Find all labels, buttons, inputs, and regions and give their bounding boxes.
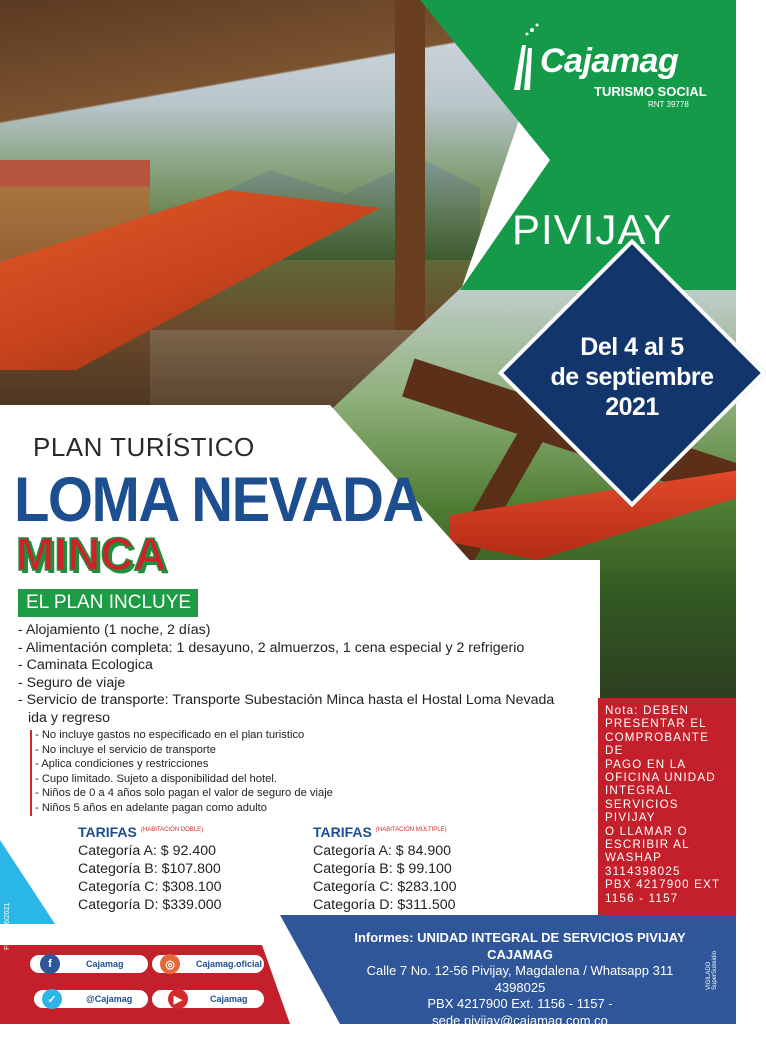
facebook-icon: f [40,954,60,974]
brand-rnt: RNT 39778 [648,100,689,109]
payment-note-box [598,698,736,918]
tarifa-row: Categoría B: $107.800 [78,861,221,877]
twitter-link[interactable] [34,990,148,1008]
list-item: - Niños de 0 a 4 años solo pagan el valor de seguro de viaje [35,787,333,800]
exclusions-bar [30,730,32,816]
date-line-1: Del 4 al 5 [580,333,684,361]
tarifa-row: Categoría D: $311.500 [313,897,456,913]
footer-pbx-email: PBX 4217900 Ext. 1156 - 1157 - sede.pivijay@cajamag.com.co [427,996,613,1028]
brand-name: Cajamag [540,42,679,80]
tarifa-row: Categoría B: $ 99.100 [313,861,452,877]
list-item: - Aplica condiciones y restricciones [35,758,209,771]
list-item: ida y regreso [28,709,111,726]
footer-contact [340,930,700,1046]
tarifas-multiple-heading: TARIFAS $^{(HABITACIÓN MÚLTIPLE)}$ [313,824,447,840]
instagram-label: Cajamag.oficial [152,955,264,973]
tarifas-doble [78,824,222,914]
facebook-label: Cajamag [30,955,148,973]
tarifa-row: Categoría D: $339.000 [78,897,222,913]
plan-kicker: PLAN TURÍSTICO [33,432,255,462]
footer-address: Calle 7 No. 12-56 Pivijay, Magdalena / Whatsapp 311 4398025 [366,963,674,995]
youtube-icon: ▶ [168,989,188,1009]
note-line: 3114398025 [605,864,681,878]
note-line: COMPROBANTE DE [605,730,710,758]
list-item: - Servicio de transporte: Transporte Subestación Minca hasta el Hostal Loma Nevada [18,692,555,709]
vigilado-label: VIGILADO SuperSubsidio [706,950,718,990]
list-item: - Cupo limitado. Sujeto a disponibilidad del hotel. [35,772,277,785]
list-item: - No incluye el servicio de transporte [35,743,216,756]
twitter-icon: ✓ [42,989,62,1009]
tarifa-row: Categoría C: $308.100 [78,879,222,895]
list-item: - Seguro de viaje [18,674,126,691]
town-name: PIVIJAY [512,206,673,253]
roof-shape [0,0,460,140]
tarifas-doble-heading: TARIFAS $^{(HABITACIÓN DOBLE)}$ [78,824,204,840]
list-item: - Niños 5 años en adelante pagan como adulto [35,801,267,814]
list-item: - Alimentación completa: 1 desayuno, 2 almuerzos, 1 cena especial y 2 refrigerio [18,639,525,656]
note-line: PRESENTAR EL [605,717,707,731]
tarifa-row: Categoría A: $ 84.900 [313,843,452,859]
list-item: - Alojamiento (1 noche, 2 días) [18,622,211,638]
cajamag-logo-icon [510,20,540,90]
note-line: Nota: DEBEN [605,704,690,717]
twitter-label: @Cajamag [34,990,148,1008]
instagram-link[interactable] [152,955,264,973]
footer-heading: Informes: UNIDAD INTEGRAL DE SERVICIOS PIVIJAY CAJAMAG [354,930,686,962]
exclusions-list [35,728,333,816]
note-line: SERVICIOS PIVIJAY [605,797,679,825]
date-text [537,332,727,422]
youtube-label: Cajamag [152,990,264,1008]
instagram-icon: ◎ [160,954,180,974]
includes-list [18,622,598,728]
plan-place: MINCA [16,528,167,580]
date-line-2: de septiembre [550,363,714,391]
fe-date: FE: 11/06/2021 [4,902,11,950]
facebook-link[interactable] [30,955,148,973]
tarifas-multiple-note: (HABITACIÓN MÚLTIPLE) [375,827,447,833]
footer-website[interactable]: www.cajamag.com.co [457,1029,583,1045]
wood-post-shape [395,0,425,330]
note-line: INTEGRAL [605,784,673,798]
youtube-link[interactable] [152,990,264,1008]
tarifas-multiple [313,824,457,914]
tarifas-multiple-rows [313,842,457,914]
note-line: WASHAP [605,851,663,865]
note-line: O LLAMAR O [605,824,688,838]
list-item: - No incluye gastos no especificado en el plan turistico [35,729,305,741]
note-line: ESCRIBIR AL [605,838,690,852]
tarifas-doble-rows [78,842,222,914]
note-line: 1156 - 1157 [605,891,679,905]
note-line: PAGO EN LA [605,757,687,771]
tarifas-doble-note: (HABITACIÓN DOBLE) [140,827,204,833]
tarifa-row: Categoría A: $ 92.400 [78,843,217,859]
includes-badge: EL PLAN INCLUYE [18,589,198,617]
date-line-3: 2021 [605,393,659,421]
tarifa-row: Categoría C: $283.100 [313,879,457,895]
brand-subtitle: TURISMO SOCIAL [594,84,707,99]
plan-title: LOMA NEVADA [14,465,423,536]
note-line: OFICINA UNIDAD [605,771,716,785]
note-line: PBX 4217900 EXT [605,878,721,892]
list-item: - Caminata Ecologica [18,657,153,674]
